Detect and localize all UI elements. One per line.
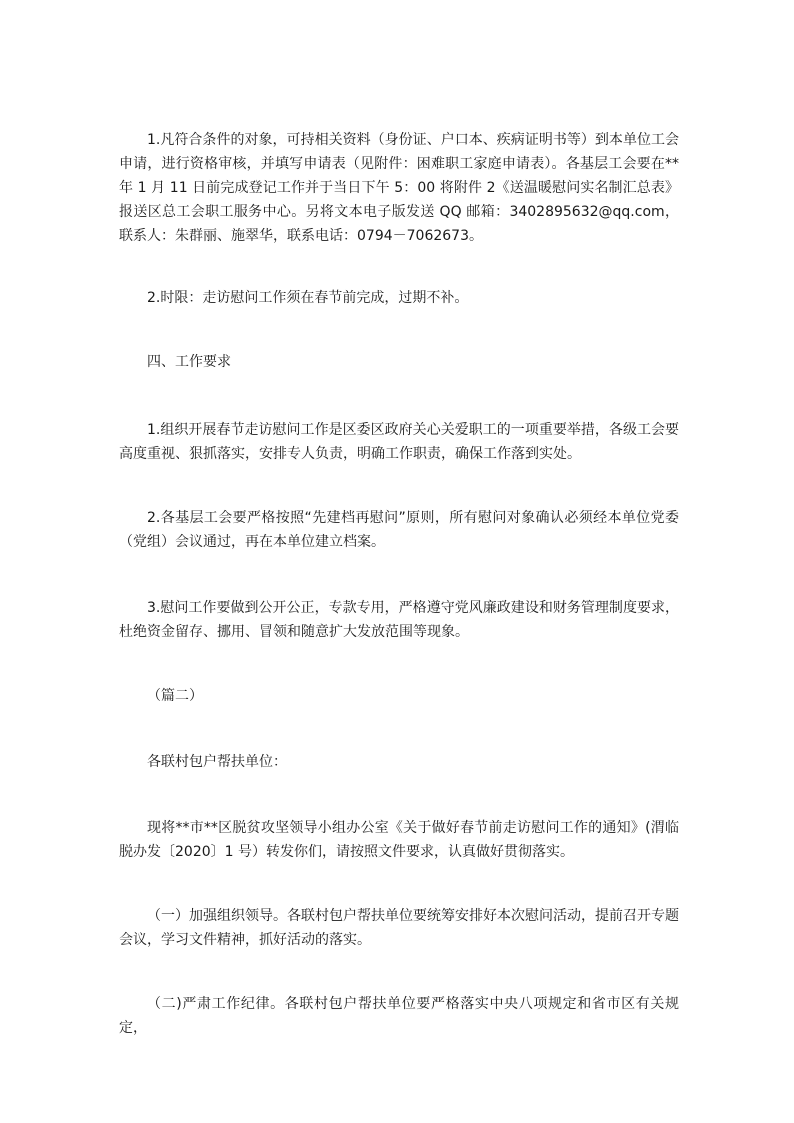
section-heading-work-requirements: 四、工作要求	[147, 354, 231, 370]
paragraph-requirement-3: 3.慰问工作要做到公开公正，专款专用，严格遵守党风廉政建设和财务管理制度要求，杜绝资金留存、挪用、冒领和随意扩大发放范围等现象。	[119, 600, 679, 640]
paragraph-time-limit: 2.时限：走访慰问工作须在春节前完成，过期不补。	[147, 290, 469, 306]
paragraph-forwarding-notice: 现将**市**区脱贫攻坚领导小组办公室《关于做好春节前走访慰问工作的通知》(渭临脱办发〔2020〕1 号）转发你们，请按照文件要求，认真做好贯彻落实。	[119, 820, 679, 860]
salutation: 各联村包户帮扶单位：	[147, 754, 287, 770]
paragraph-organization-leadership: （一）加强组织领导。各联村包户帮扶单位要统筹安排好本次慰问活动，提前召开专题会议，学习文件精神，抓好活动的落实。	[119, 908, 679, 948]
paragraph-requirement-2: 2.各基层工会要严格按照“先建档再慰问”原则，所有慰问对象确认必须经本单位党委（党组）会议通过，再在本单位建立档案。	[119, 510, 679, 550]
part-two-heading: （篇二）	[147, 688, 203, 704]
paragraph-work-discipline: （二)严肃工作纪律。各联村包户帮扶单位要严格落实中央八项规定和省市区有关规定，	[119, 996, 679, 1036]
paragraph-requirement-1: 1.组织开展春节走访慰问工作是区委区政府关心关爱职工的一项重要举措，各级工会要高度重视、狠抓落实，安排专人负责，明确工作职责，确保工作落到实处。	[119, 422, 679, 462]
paragraph-application-procedure: 1.凡符合条件的对象，可持相关资料（身份证、户口本、疾病证明书等）到本单位工会申请，进行资格审核，并填写申请表（见附件：困难职工家庭申请表）。各基层工会要在**年 1 月 11 日前完成登记工作并于当日下午 5：00 将附件 2《送温暖慰问实名制汇总表》报送区总工会职工服务中心。另将文本电子版发送 QQ 邮箱：3402895632@qq.com，联系人：朱群丽、施翠华，联系电话：0794－7062673。	[119, 132, 679, 244]
